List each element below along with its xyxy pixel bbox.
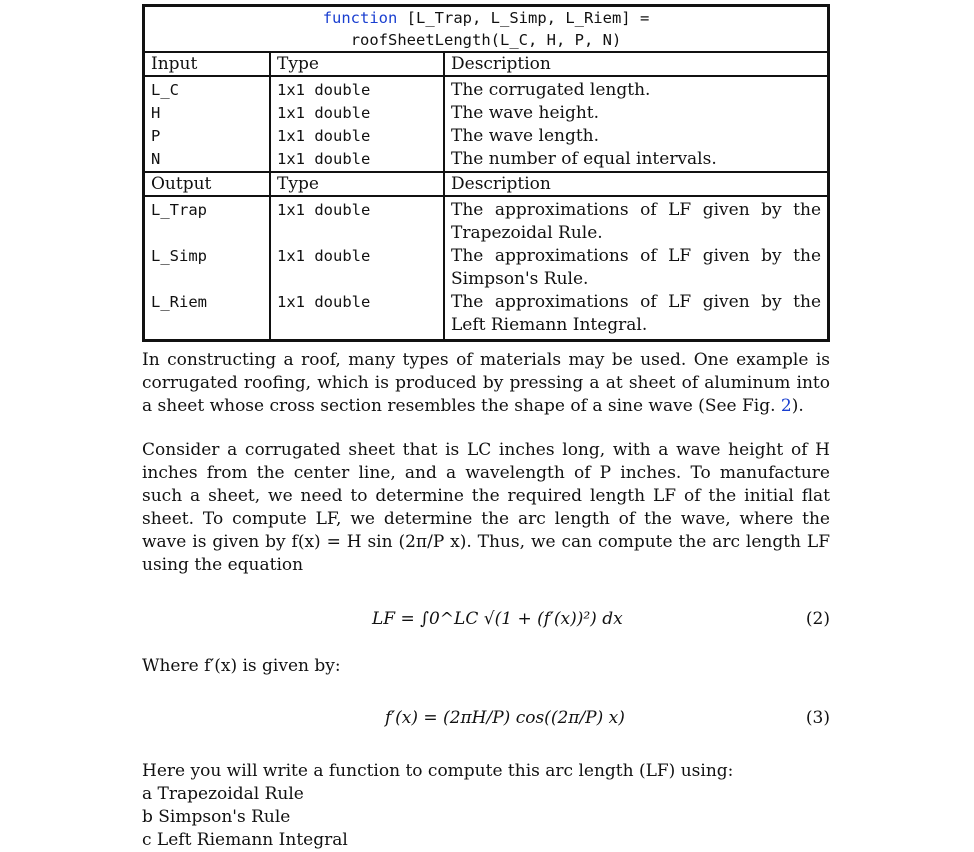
- param-type: 1x1 double: [270, 148, 444, 172]
- figure-link[interactable]: 2: [780, 396, 792, 416]
- table-row: [144, 125, 829, 148]
- table-row: [144, 102, 829, 125]
- table-row: [144, 76, 829, 102]
- paragraph-intro: In constructing a roof, many types of materials may be used. One example is corrugated roofing, which is produced by pressing a at sheet of aluminum into a sheet whose cross section resembles the shape of a sine wave (See Fig. 2).: [142, 350, 830, 416]
- param-name: P: [144, 125, 271, 148]
- param-type: 1x1 double: [270, 245, 444, 291]
- equation-2-number: (2): [805, 609, 830, 629]
- function-signature: [144, 6, 829, 53]
- signature-line-2: roofSheetLength(L_C, H, P, N): [350, 31, 622, 49]
- list-item: a Trapezoidal Rule: [142, 784, 304, 804]
- function-spec-table: [142, 4, 830, 342]
- param-name: H: [144, 102, 271, 125]
- param-type: 1x1 double: [270, 291, 444, 341]
- param-desc: The approximations of LF given by the Left Riemann Integral.: [451, 292, 821, 335]
- paragraph-arc-length: Consider a corrugated sheet that is LC inches long, with a wave height of H inches from the center line, and a wavelength of P inches. To manufacture such a sheet, we need to determine the required length LF of the initial flat sheet. To compute LF, we determine the arc length of the wave, where the wave is given by f(x) = H sin (2π/P x). Thus, we can compute the arc length LF using the equation: [142, 440, 830, 575]
- param-desc: The wave length.: [451, 126, 600, 146]
- param-type: 1x1 double: [270, 196, 444, 245]
- param-name: L_Trap: [144, 196, 271, 245]
- param-desc: The wave height.: [451, 103, 600, 123]
- table-row: [144, 245, 829, 291]
- list-item: c Left Riemann Integral: [142, 830, 348, 850]
- equation-2: [142, 591, 830, 651]
- param-name: N: [144, 148, 271, 172]
- param-desc: The approximations of LF given by the Trapezoidal Rule.: [451, 200, 821, 243]
- param-desc: The number of equal intervals.: [451, 149, 717, 169]
- function-keyword: function: [322, 9, 398, 27]
- document-page: [142, 4, 830, 852]
- param-name: L_C: [144, 76, 271, 102]
- equation-3: [142, 690, 830, 750]
- param-name: L_Riem: [144, 291, 271, 341]
- inputs-header-row: Input Type Description: [144, 52, 829, 76]
- equation-3-number: (3): [805, 708, 830, 728]
- param-type: 1x1 double: [270, 76, 444, 102]
- outputs-header-row: Output Type Description: [144, 172, 829, 196]
- table-row: [144, 148, 829, 172]
- equation-2-body: LF = ∫0^LC √(1 + (f′(x))²) dx: [372, 609, 623, 629]
- list-item: b Simpson's Rule: [142, 807, 291, 827]
- signature-line-1: function [L_Trap, L_Simp, L_Riem] =: [322, 9, 650, 27]
- param-type: 1x1 double: [270, 125, 444, 148]
- table-row: [144, 291, 829, 341]
- param-desc: The corrugated length.: [451, 80, 651, 100]
- closing-intro: Here you will write a function to compute this arc length (LF) using:: [142, 761, 734, 781]
- param-type: 1x1 double: [270, 102, 444, 125]
- method-list: [142, 783, 830, 852]
- equation-3-body: f′(x) = (2πH/P) cos((2π/P) x): [385, 708, 625, 728]
- param-desc: The approximations of LF given by the Simpson's Rule.: [451, 246, 821, 289]
- param-name: L_Simp: [144, 245, 271, 291]
- where-text: Where f′(x) is given by:: [142, 656, 341, 676]
- table-row: [144, 196, 829, 245]
